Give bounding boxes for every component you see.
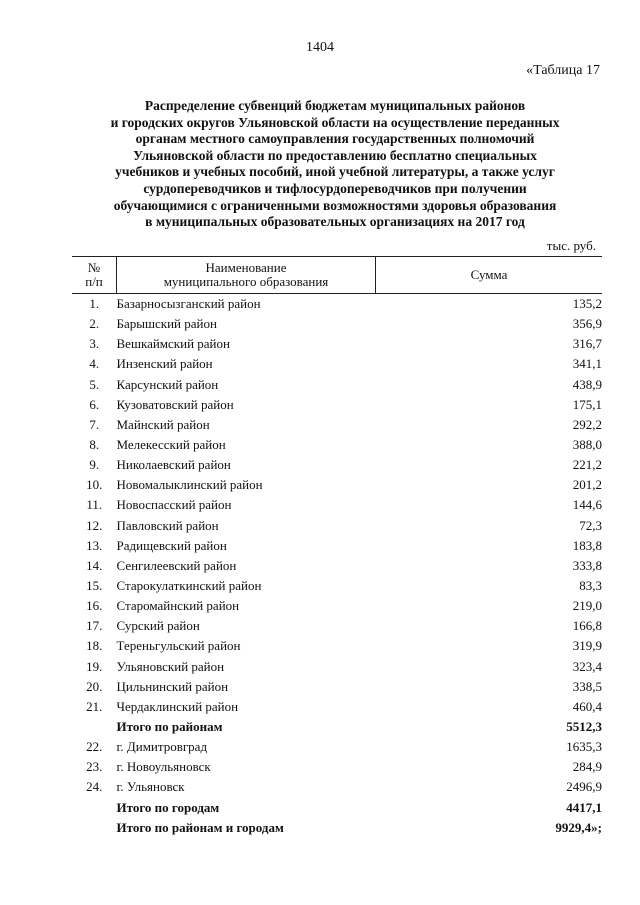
row-sum: 388,0 bbox=[572, 437, 602, 453]
table-row bbox=[72, 737, 602, 757]
row-name: Чердаклинский район bbox=[116, 698, 239, 714]
row-number: 9. bbox=[89, 457, 100, 473]
header-number bbox=[72, 257, 117, 294]
header-name-line1: Наименование bbox=[205, 260, 287, 275]
row-sum: 219,0 bbox=[572, 598, 602, 614]
table-label: «Таблица 17 bbox=[526, 63, 600, 78]
table-row bbox=[72, 657, 602, 677]
row-sum: 9929,4»; bbox=[555, 819, 602, 835]
row-sum: 166,8 bbox=[572, 618, 602, 634]
row-name: Цильнинский район bbox=[116, 678, 229, 694]
row-sum: 5512,3 bbox=[566, 719, 602, 735]
row-sum: 135,2 bbox=[572, 296, 602, 312]
row-sum: 1635,3 bbox=[566, 739, 602, 755]
table-row bbox=[72, 354, 602, 374]
row-name: Итого по районам и городам bbox=[116, 819, 284, 835]
row-number: 7. bbox=[89, 416, 100, 432]
row-name: Старокулаткинский район bbox=[116, 578, 262, 594]
row-number: 23. bbox=[86, 759, 103, 775]
table-row bbox=[72, 616, 602, 636]
row-number: 18. bbox=[86, 638, 103, 654]
title-line: органам местного самоуправления государственных полномочий bbox=[135, 131, 535, 147]
row-sum: 72,3 bbox=[579, 517, 602, 533]
row-sum: 316,7 bbox=[572, 336, 602, 352]
table-row bbox=[72, 596, 602, 616]
row-name: Майнский район bbox=[116, 416, 210, 432]
row-number: 24. bbox=[86, 779, 103, 795]
row-sum: 356,9 bbox=[572, 316, 602, 332]
row-number: 20. bbox=[86, 678, 103, 694]
row-sum: 221,2 bbox=[572, 457, 602, 473]
row-name: Базарносызганский район bbox=[116, 296, 261, 312]
row-number: 5. bbox=[89, 376, 100, 392]
row-number bbox=[72, 717, 117, 737]
row-name: Вешкаймский район bbox=[116, 336, 230, 352]
row-number: 3. bbox=[89, 336, 100, 352]
table-row bbox=[72, 697, 602, 717]
row-number: 8. bbox=[89, 437, 100, 453]
row-sum: 175,1 bbox=[572, 396, 602, 412]
title-line: обучающимися с ограниченными возможностями здоровья образования bbox=[113, 197, 557, 213]
row-sum: 284,9 bbox=[572, 759, 602, 775]
table-row bbox=[72, 777, 602, 797]
row-number bbox=[72, 798, 117, 818]
table-row bbox=[72, 636, 602, 656]
table-row bbox=[72, 677, 602, 697]
table-row bbox=[72, 576, 602, 596]
row-sum: 2496,9 bbox=[566, 779, 602, 795]
table-row bbox=[72, 536, 602, 556]
table-row bbox=[72, 516, 602, 536]
row-name: Итого по городам bbox=[116, 799, 220, 815]
units-label: тыс. руб. bbox=[546, 238, 596, 253]
table-total-row bbox=[72, 818, 602, 838]
table-total-row bbox=[72, 717, 602, 737]
title-line: Распределение субвенций бюджетам муниципальных районов bbox=[144, 98, 526, 113]
row-name: Ульяновский район bbox=[116, 658, 225, 674]
row-number: 10. bbox=[86, 477, 103, 493]
row-number: 17. bbox=[86, 618, 103, 634]
table-row bbox=[72, 435, 602, 455]
row-sum: 83,3 bbox=[579, 578, 602, 594]
title-line: и городских округов Ульяновской области на осуществление переданных bbox=[110, 114, 560, 130]
row-name: Кузоватовский район bbox=[116, 396, 234, 412]
row-name: Николаевский район bbox=[116, 457, 231, 473]
title-line: Ульяновской области по предоставлению бесплатно специальных bbox=[133, 147, 537, 163]
row-number: 4. bbox=[89, 356, 100, 372]
header-sum: Сумма bbox=[376, 257, 603, 294]
row-name: г. Новоульяновск bbox=[116, 759, 211, 775]
row-sum: 292,2 bbox=[572, 416, 602, 432]
table-row bbox=[72, 334, 602, 354]
row-number: 11. bbox=[86, 497, 103, 513]
row-name: Старомайнский район bbox=[116, 598, 240, 614]
row-sum: 323,4 bbox=[572, 658, 602, 674]
table-total-row bbox=[72, 798, 602, 818]
row-name: Барышский район bbox=[116, 316, 217, 332]
row-name: Карсунский район bbox=[116, 376, 219, 392]
table-row bbox=[72, 395, 602, 415]
table-row bbox=[72, 757, 602, 777]
row-sum: 460,4 bbox=[572, 698, 602, 714]
table-row bbox=[72, 455, 602, 475]
header-number-line1: № bbox=[87, 260, 101, 275]
row-sum: 201,2 bbox=[572, 477, 602, 493]
row-name: г. Ульяновск bbox=[116, 779, 185, 795]
row-sum: 144,6 bbox=[572, 497, 602, 513]
row-sum: 341,1 bbox=[572, 356, 602, 372]
table-row bbox=[72, 314, 602, 334]
table-row bbox=[72, 556, 602, 576]
row-number bbox=[72, 818, 117, 838]
row-number: 21. bbox=[86, 698, 103, 714]
row-name: Мелекесский район bbox=[116, 437, 226, 453]
table-row bbox=[72, 495, 602, 515]
table-row bbox=[72, 294, 602, 315]
table-row bbox=[72, 415, 602, 435]
row-name: Сурский район bbox=[116, 618, 200, 634]
row-name: Итого по районам bbox=[116, 719, 223, 735]
row-number: 16. bbox=[86, 598, 103, 614]
row-name: Новоспасский район bbox=[116, 497, 232, 513]
table-row bbox=[72, 475, 602, 495]
title-line: в муниципальных образовательных организациях на 2017 год bbox=[145, 214, 525, 230]
header-number-line2: п/п bbox=[85, 274, 103, 289]
row-number: 2. bbox=[89, 316, 100, 332]
table-body bbox=[72, 294, 602, 838]
subvention-table bbox=[72, 256, 602, 838]
row-number: 1. bbox=[89, 296, 100, 312]
title-line: сурдопереводчиков и тифлосурдопереводчиков при получении bbox=[143, 180, 527, 196]
row-name: Павловский район bbox=[116, 517, 219, 533]
header-name-line2: муниципального образования bbox=[163, 274, 329, 289]
page-number: 1404 bbox=[306, 40, 334, 55]
row-sum: 333,8 bbox=[572, 557, 602, 573]
table-row bbox=[72, 375, 602, 395]
row-number: 6. bbox=[89, 396, 100, 412]
row-number: 22. bbox=[86, 739, 103, 755]
row-name: г. Димитровград bbox=[116, 739, 208, 755]
row-name: Сенгилеевский район bbox=[116, 557, 237, 573]
title-line: учебников и учебных пособий, иной учебной литературы, а также услуг bbox=[115, 164, 555, 180]
row-sum: 438,9 bbox=[572, 376, 602, 392]
document-title bbox=[70, 98, 600, 231]
row-name: Инзенский район bbox=[116, 356, 213, 372]
row-number: 14. bbox=[86, 557, 103, 573]
row-name: Тереньгульский район bbox=[116, 638, 241, 654]
row-name: Радищевский район bbox=[116, 537, 227, 553]
row-number: 12. bbox=[86, 517, 103, 533]
row-number: 13. bbox=[86, 537, 103, 553]
header-name bbox=[117, 257, 376, 294]
row-sum: 183,8 bbox=[572, 537, 602, 553]
row-sum: 4417,1 bbox=[566, 799, 602, 815]
row-sum: 338,5 bbox=[572, 678, 602, 694]
row-number: 15. bbox=[86, 578, 103, 594]
row-number: 19. bbox=[86, 658, 103, 674]
row-sum: 319,9 bbox=[572, 638, 602, 654]
row-name: Новомалыклинский район bbox=[116, 477, 263, 493]
table-header-row bbox=[72, 257, 602, 294]
